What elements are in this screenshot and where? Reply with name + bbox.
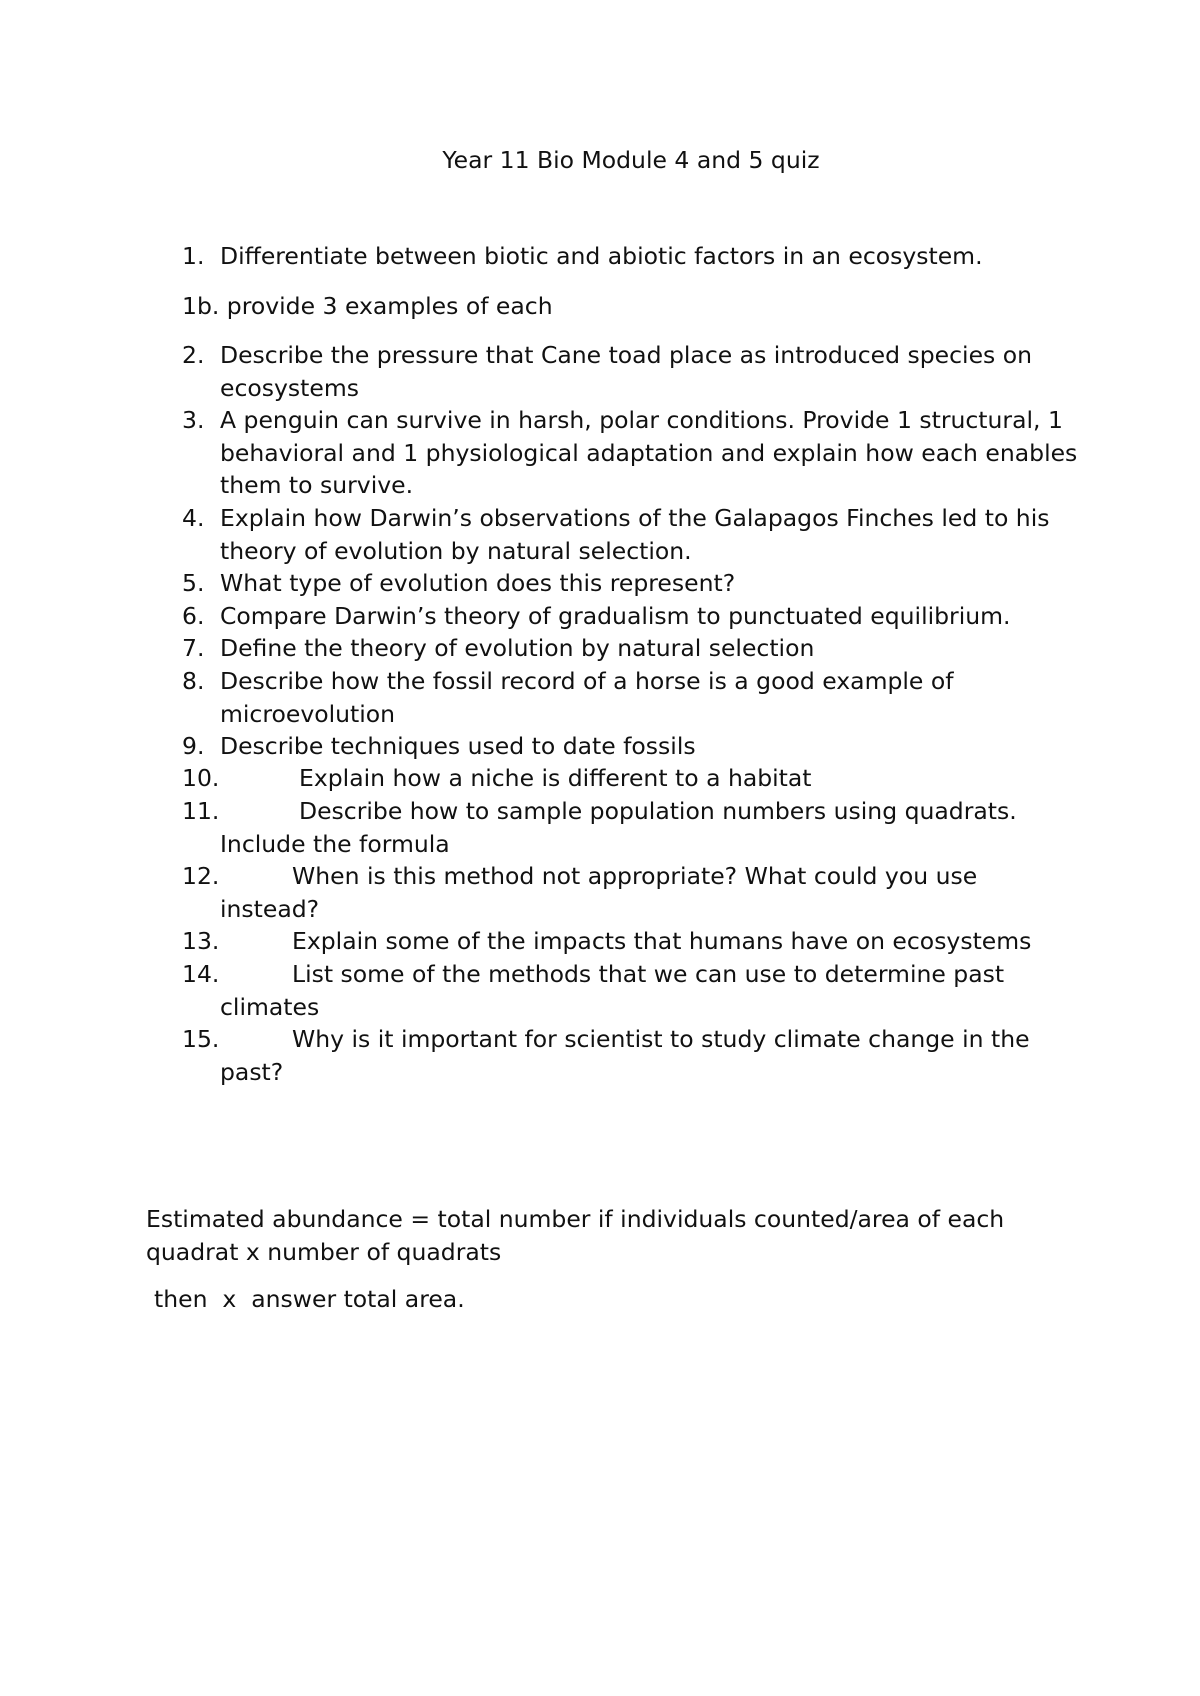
- question-2: [182, 339, 1082, 404]
- question-number: 15.: [182, 1025, 220, 1053]
- question-15: [182, 1023, 1082, 1088]
- question-text: Explain some of the impacts that humans have on ecosystems: [292, 927, 1032, 955]
- question-3: [182, 404, 1082, 502]
- question-number: 4.: [182, 504, 205, 532]
- question-11: [182, 795, 1082, 860]
- question-number: 6.: [182, 602, 205, 630]
- question-10: [182, 762, 1082, 795]
- question-text: What type of evolution does this represent?: [220, 569, 736, 597]
- formula-text: Estimated abundance = total number if individuals counted/area of each quadrat x number of quadrats: [146, 1205, 1005, 1266]
- question-text: A penguin can survive in harsh, polar conditions. Provide 1 structural, 1 behavioral and 1 physiological adaptation and explain how each enables them to survive.: [220, 406, 1078, 499]
- page-title: Year 11 Bio Module 4 and 5 quiz: [442, 146, 820, 174]
- question-number: 13.: [182, 927, 220, 955]
- question-text: Describe the pressure that Cane toad place as introduced species on ecosystems: [220, 341, 1033, 402]
- question-9: [182, 730, 1082, 763]
- formula-followup: then x answer total area.: [154, 1285, 465, 1313]
- question-1: [182, 240, 1082, 273]
- question-number: 10.: [182, 764, 220, 792]
- question-text: Describe techniques used to date fossils: [220, 732, 696, 760]
- subquestion-1b: 1b. provide 3 examples of each: [182, 292, 553, 320]
- question-text: Describe how to sample population numbers using quadrats. Include the formula: [220, 797, 1017, 858]
- question-number: 9.: [182, 732, 205, 760]
- question-text: Why is it important for scientist to study climate change in the past?: [220, 1025, 1030, 1086]
- question-number: 11.: [182, 797, 220, 825]
- question-number: 12.: [182, 862, 220, 890]
- question-number: 1.: [182, 242, 205, 270]
- question-number: 5.: [182, 569, 205, 597]
- question-text: Define the theory of evolution by natural selection: [220, 634, 815, 662]
- question-5: [182, 567, 1082, 600]
- question-text: Explain how Darwin’s observations of the Galapagos Finches led to his theory of evolution by natural selection.: [220, 504, 1050, 565]
- question-text: Describe how the fossil record of a horse is a good example of microevolution: [220, 667, 954, 728]
- question-text: When is this method not appropriate? What could you use instead?: [220, 862, 978, 923]
- question-12: [182, 860, 1082, 925]
- question-text: List some of the methods that we can use to determine past climates: [220, 960, 1005, 1021]
- question-number: 3.: [182, 406, 205, 434]
- question-number: 14.: [182, 960, 220, 988]
- question-number: 8.: [182, 667, 205, 695]
- question-7: [182, 632, 1082, 665]
- question-8: [182, 665, 1082, 730]
- question-number: 7.: [182, 634, 205, 662]
- question-number: 2.: [182, 341, 205, 369]
- question-6: [182, 600, 1082, 633]
- question-13: [182, 925, 1082, 958]
- question-14: [182, 958, 1082, 1023]
- question-text: Compare Darwin’s theory of gradualism to punctuated equilibrium.: [220, 602, 1011, 630]
- question-text: Differentiate between biotic and abiotic factors in an ecosystem.: [220, 242, 983, 270]
- question-text: Explain how a niche is different to a habitat: [299, 764, 812, 792]
- question-4: [182, 502, 1082, 567]
